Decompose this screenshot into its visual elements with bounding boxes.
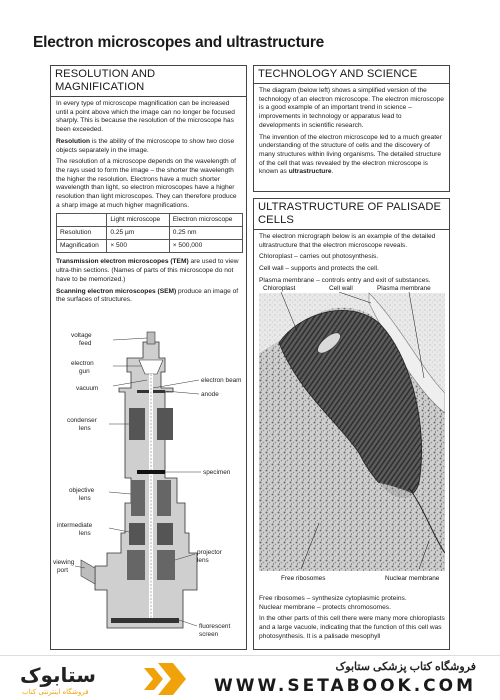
resolution-section <box>50 65 247 650</box>
table-cell: × 500,000 <box>169 240 242 253</box>
table-cell: Magnification <box>57 240 107 253</box>
table-header-row <box>57 214 243 227</box>
table-row <box>57 227 243 240</box>
setabook-logo[interactable] <box>8 660 193 698</box>
table-cell: Resolution <box>57 227 107 240</box>
technology-body <box>254 84 449 177</box>
label-anode: anode <box>201 391 219 398</box>
projector-lens-left <box>127 550 145 580</box>
palisade-heading: ULTRASTRUCTURE OF PALISADE CELLS <box>254 199 449 230</box>
intermediate-lens-left <box>129 523 145 545</box>
viewing-port <box>81 560 95 584</box>
sem-term: Scanning electron microscopes (SEM) <box>56 287 177 295</box>
label-chloroplast: Chloroplast <box>263 285 296 292</box>
nuclear-membrane-text: Nuclear membrane – protects chromosomes. <box>259 603 391 611</box>
specimen-holder <box>137 470 165 474</box>
micrograph-svg <box>259 283 445 583</box>
publisher-banner <box>0 655 500 700</box>
label-nuclear-membrane: Nuclear membrane <box>385 575 440 582</box>
label-cell-wall: Cell wall <box>329 285 353 292</box>
page-title: Electron microscopes and ultrastructure <box>33 34 325 51</box>
technology-para-2 <box>259 134 444 178</box>
electron-micrograph <box>259 283 445 583</box>
table-header-cell: Electron microscope <box>169 214 242 227</box>
label-electron-gun: electron gun <box>71 360 94 375</box>
label-voltage-feed: voltage feed <box>71 332 92 347</box>
free-ribosomes-text: Free ribosomes – synthesize cytoplasmic proteins. <box>259 595 407 602</box>
table-cell: 0.25 µm <box>107 227 169 240</box>
objective-lens-left <box>131 480 145 516</box>
resolution-definition: is the ability of the microscope to show two close objects separately in the image. <box>56 137 235 154</box>
technology-para-1: The diagram (below left) shows a simplified version of the technology of an electron microscope. The electron microscope is a good example of an important trend in science – improvements in technology or apparatus lead to developments in scientific research. <box>259 87 444 129</box>
palisade-footer <box>259 595 446 645</box>
projector-lens-right <box>157 550 175 580</box>
tem-diagram <box>51 328 248 650</box>
intermediate-lens-right <box>157 523 173 545</box>
resolution-body <box>51 97 246 305</box>
microscope-column <box>95 342 197 628</box>
table-header-cell <box>57 214 107 227</box>
table-header-cell: Light microscope <box>107 214 169 227</box>
objective-lens-right <box>157 480 171 516</box>
palisade-intro: The electron micrograph below is an example of the detailed ultrastructure that the electron microscope reveals. <box>259 233 436 249</box>
technology-para-2-end: . <box>331 168 334 176</box>
technology-para-2-text: The invention of the electron microscope led to a much greater understanding of the structure of cells and the discovery of many structures within living organisms. The detailed structure of the cell that was revealed by the electron microscope is known as <box>259 133 442 176</box>
label-condenser-lens: condenser lens <box>67 417 97 432</box>
resolution-heading: RESOLUTION AND MAGNIFICATION <box>51 66 246 97</box>
free-ribosomes-definition <box>259 595 446 612</box>
condenser-lens-right <box>157 408 173 440</box>
resolution-table <box>56 213 243 253</box>
table-row <box>57 240 243 253</box>
resolution-para-1: In every type of microscope magnification can be increased until a point above which the image can no longer be focused sharply. This is because the resolution of the microscope has been exceeded. <box>56 100 235 134</box>
resolution-para-2 <box>56 138 241 155</box>
table-cell: 0.25 nm <box>169 227 242 240</box>
cell-wall-definition: Cell wall – supports and protects the cell. <box>259 265 379 273</box>
resolution-term: Resolution <box>56 137 91 145</box>
sem-paragraph <box>56 288 241 305</box>
logo-text: ستابوک <box>20 663 96 687</box>
label-specimen: specimen <box>203 469 231 476</box>
tem-diagram-svg <box>51 328 248 650</box>
label-plasma-membrane: Plasma membrane <box>377 285 431 292</box>
table-cell: × 500 <box>107 240 169 253</box>
voltage-feed <box>147 332 155 344</box>
label-intermediate-lens: intermediate lens <box>57 522 93 537</box>
logo-chevron-small-icon <box>144 668 163 690</box>
sem-description: produce an image of the surfaces of structures. <box>56 287 239 304</box>
palisade-cells-section <box>253 198 450 650</box>
tem-term: Transmission electron microscopes (TEM) <box>56 258 189 266</box>
label-free-ribosomes: Free ribosomes <box>281 575 326 582</box>
ultrastructure-term: ultrastructure <box>288 168 332 176</box>
palisade-body <box>254 230 449 286</box>
technology-section <box>253 65 450 192</box>
label-vacuum: vacuum <box>76 385 99 392</box>
resolution-para-3: The resolution of a microscope depends on the wavelength of the rays used to form the image – the shorter the wavelength the higher the resolution. Electrons have a much shorter wavelength than light, so electron microscopes have a higher resolution than light microscopes. They can therefore produce a sharp image at much higher magnifications. <box>56 158 237 209</box>
technology-heading: TECHNOLOGY AND SCIENCE <box>254 66 449 84</box>
palisade-conclusion: In the other parts of this cell there were many more chloroplasts and a large vacuole, indicating that the function of this cell was photosynthesis. It is a palisade mesophyll <box>259 615 445 640</box>
chloroplast-definition: Chloroplast – carries out photosynthesis. <box>259 253 379 261</box>
label-projector-lens: projector lens <box>197 549 222 564</box>
fluorescent-screen <box>111 618 179 623</box>
store-name: فروشگاه کتاب پزشکی ستابوک <box>335 661 476 673</box>
label-electron-beam: electron beam <box>201 377 242 384</box>
label-fluorescent-screen: fluorescent screen <box>199 623 231 638</box>
store-url-link[interactable]: WWW.SETABOOK.COM <box>214 676 476 696</box>
logo-subtitle: فروشگاه اینترنتی کتاب <box>22 688 89 696</box>
label-objective-lens: objective lens <box>69 487 95 502</box>
tem-description: are used to view ultra-thin sections. (Names of parts of this microscope do not have to be memorized.) <box>56 258 239 283</box>
label-viewing-port: viewing port <box>53 559 75 574</box>
condenser-lens-left <box>129 408 145 440</box>
tem-paragraph <box>56 258 241 284</box>
plasma-membrane-definition: Plasma membrane – controls entry and exit of substances. <box>259 276 431 284</box>
